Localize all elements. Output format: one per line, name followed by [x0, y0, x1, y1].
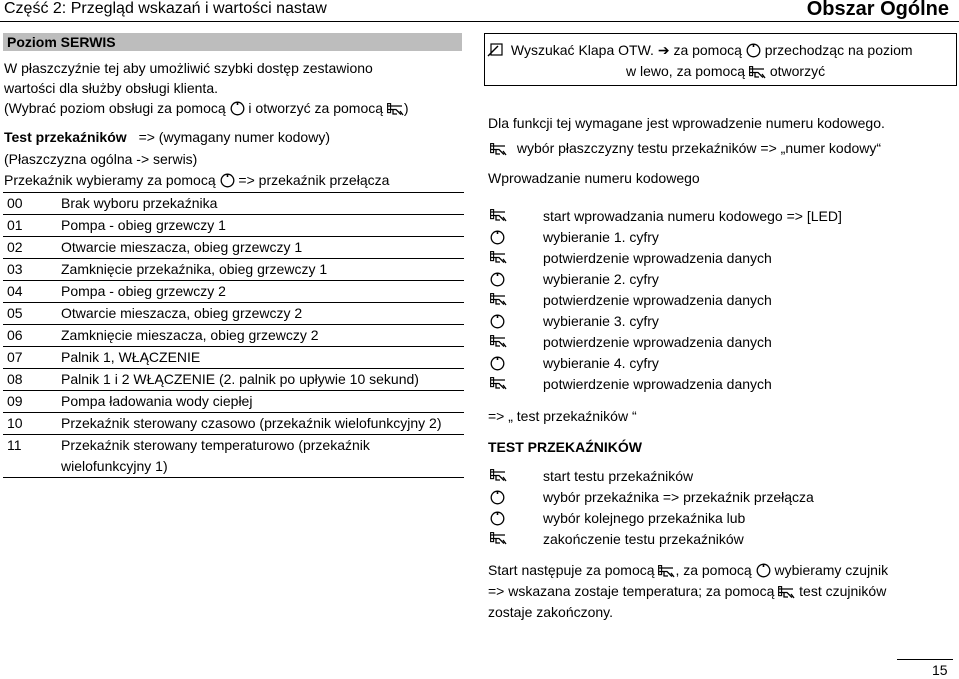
- knob-icon: [490, 272, 505, 287]
- code-select-line: [490, 138, 881, 158]
- final-1a: Start następuje za pomocą: [488, 562, 655, 578]
- relay-row: [3, 215, 464, 237]
- relay-code: 05: [3, 303, 57, 325]
- hand-icon: [490, 209, 507, 222]
- knob-icon: [490, 511, 505, 526]
- relay-code: 04: [3, 281, 57, 303]
- relay-name: Palnik 1, WŁĄCZENIE: [57, 347, 464, 369]
- relay-code: 01: [3, 215, 57, 237]
- intro-line-3a: (Wybrać poziom obsługi za pomocą: [4, 100, 226, 116]
- intro-line-1: W płaszczyźnie tej aby umożliwić szybki dostęp zestawiono: [4, 60, 373, 76]
- knob-icon: [746, 43, 761, 58]
- step-label: start wprowadzania numeru kodowego => [LED]: [543, 208, 842, 224]
- relay-code: 06: [3, 325, 57, 347]
- step-label: potwierdzenie wprowadzenia danych: [543, 334, 772, 350]
- select-line-a: Przekaźnik wybieramy za pomocą: [4, 172, 216, 188]
- final-2b: test czujników: [799, 583, 887, 599]
- relay-code: 02: [3, 237, 57, 259]
- hand-icon: [658, 565, 675, 578]
- result-line: => „ test przekaźników “: [488, 408, 637, 424]
- knob-icon: [490, 490, 505, 505]
- hand-icon: [490, 469, 507, 482]
- step-label: potwierdzenie wprowadzenia danych: [543, 292, 772, 308]
- box-line-2a: w lewo, za pomocą: [626, 63, 746, 79]
- final-line-3: zostaje zakończony.: [488, 604, 614, 620]
- hand-icon: [490, 293, 507, 306]
- code-entry-title: Wprowadzanie numeru kodowego: [488, 170, 700, 186]
- relay-code: 09: [3, 391, 57, 413]
- select-line: [4, 170, 389, 190]
- relay-row: [3, 391, 464, 413]
- relay-name: Pompa - obieg grzewczy 2: [57, 281, 464, 303]
- knob-icon: [230, 101, 245, 116]
- header-rule: [0, 21, 959, 22]
- select-line-b: => przekaźnik przełącza: [238, 172, 390, 188]
- step-label: zakończenie testu przekaźników: [543, 531, 744, 547]
- intro-line-2: wartości dla służby obsługi klienta.: [4, 80, 218, 96]
- step-label: wybór przekaźnika => przekaźnik przełącza: [543, 489, 814, 505]
- relay-row: [3, 347, 464, 369]
- hand-icon: [490, 251, 507, 264]
- header-left-title: Część 2: Przegląd wskazań i wartości nastaw: [4, 0, 327, 17]
- knob-icon: [756, 563, 771, 578]
- relay-row: [3, 413, 464, 435]
- knob-icon: [220, 173, 235, 188]
- step-label: wybieranie 2. cyfry: [543, 271, 659, 287]
- relay-row: [3, 303, 464, 325]
- intro-line-3c: ): [403, 100, 409, 116]
- step-label: potwierdzenie wprowadzenia danych: [543, 250, 772, 266]
- test-code-note: => (wymagany numer kodowy): [138, 129, 330, 145]
- code-select-text: wybór płaszczyzny testu przekaźników => „numer kodowy“: [516, 140, 882, 156]
- relay-name: Przekaźnik sterowany czasowo (przekaźnik wielofunkcyjny 2): [57, 413, 464, 435]
- relay-code: 07: [3, 347, 57, 369]
- box-line-1a: Wyszukać Klapa OTW.: [510, 42, 654, 58]
- relay-row: [3, 259, 464, 281]
- header-right-title: Obszar Ogólne: [806, 0, 949, 20]
- relay-name: Otwarcie mieszacza, obieg grzewczy 2: [57, 303, 464, 325]
- relay-row: [3, 435, 464, 478]
- hand-icon: [490, 532, 507, 545]
- relay-name: Palnik 1 i 2 WŁĄCZENIE (2. palnik po upływie 10 sekund): [57, 369, 464, 391]
- intro-line-3: [4, 98, 409, 118]
- arrow-icon: ➔: [657, 42, 670, 58]
- knob-icon: [490, 230, 505, 245]
- step-label: wybór kolejnego przekaźnika lub: [543, 510, 746, 526]
- knob-icon: [490, 314, 505, 329]
- relay-code: 10: [3, 413, 57, 435]
- hand-icon: [749, 66, 766, 79]
- relay-table: [3, 192, 464, 478]
- step-label: wybieranie 4. cyfry: [543, 355, 659, 371]
- relay-row: [3, 325, 464, 347]
- final-line-2: [488, 581, 886, 601]
- relay-name: Zamknięcie mieszacza, obieg grzewczy 2: [57, 325, 464, 347]
- relay-code: 03: [3, 259, 57, 281]
- hand-icon: [387, 103, 404, 116]
- box-line-1b: za pomocą: [673, 42, 742, 58]
- code-note: Dla funkcji tej wymagane jest wprowadzenie numeru kodowego.: [488, 115, 885, 131]
- step-label: wybieranie 1. cyfry: [543, 229, 659, 245]
- intro-line-3b: i otworzyć za pomocą: [248, 100, 384, 116]
- relay-row: [3, 281, 464, 303]
- box-line-2b: otworzyć: [769, 63, 826, 79]
- path-line: (Płaszczyzna ogólna -> serwis): [4, 151, 198, 167]
- section-title-bar: [3, 33, 462, 51]
- relay-row: [3, 369, 464, 391]
- relay-name: Pompa - obieg grzewczy 1: [57, 215, 464, 237]
- step-label: start testu przekaźników: [543, 468, 694, 484]
- hand-icon: [490, 377, 507, 390]
- test-heading: [4, 127, 330, 147]
- relay-name: Otwarcie mieszacza, obieg grzewczy 1: [57, 237, 464, 259]
- step-label: potwierdzenie wprowadzenia danych: [543, 376, 772, 392]
- knob-icon: [490, 356, 505, 371]
- relay-code: 08: [3, 369, 57, 391]
- final-2a: => wskazana zostaje temperatura; za pomocą: [488, 583, 775, 599]
- relay-name: Przekaźnik sterowany temperaturowo (przekaźnik wielofunkcyjny 1): [57, 435, 464, 478]
- relay-name: Zamknięcie przekaźnika, obieg grzewczy 1: [57, 259, 464, 281]
- relay-name: Brak wyboru przekaźnika: [57, 193, 464, 215]
- relay-row: [3, 237, 464, 259]
- footer-rule: [897, 659, 953, 660]
- final-1b: , za pomocą: [675, 562, 752, 578]
- hand-icon: [490, 143, 507, 156]
- search-hint-box: [484, 33, 957, 86]
- final-1c: wybieramy czujnik: [774, 562, 889, 578]
- section-title: Poziom SERWIS: [7, 34, 116, 50]
- relay-row: [3, 193, 464, 215]
- final-line-1: [488, 560, 888, 580]
- box-line-1c: przechodząc na poziom: [764, 42, 913, 58]
- relay-code: 00: [3, 193, 57, 215]
- hand-icon: [778, 586, 795, 599]
- relay-test-title: TEST PRZEKAŹNIKÓW: [488, 439, 642, 455]
- flap-open-icon: [487, 43, 507, 58]
- page-number: 15: [932, 662, 948, 678]
- relay-code: 11: [3, 435, 57, 478]
- hand-icon: [490, 335, 507, 348]
- step-label: wybieranie 3. cyfry: [543, 313, 659, 329]
- test-title: Test przekaźników: [4, 129, 127, 145]
- relay-name: Pompa ładowania wody ciepłej: [57, 391, 464, 413]
